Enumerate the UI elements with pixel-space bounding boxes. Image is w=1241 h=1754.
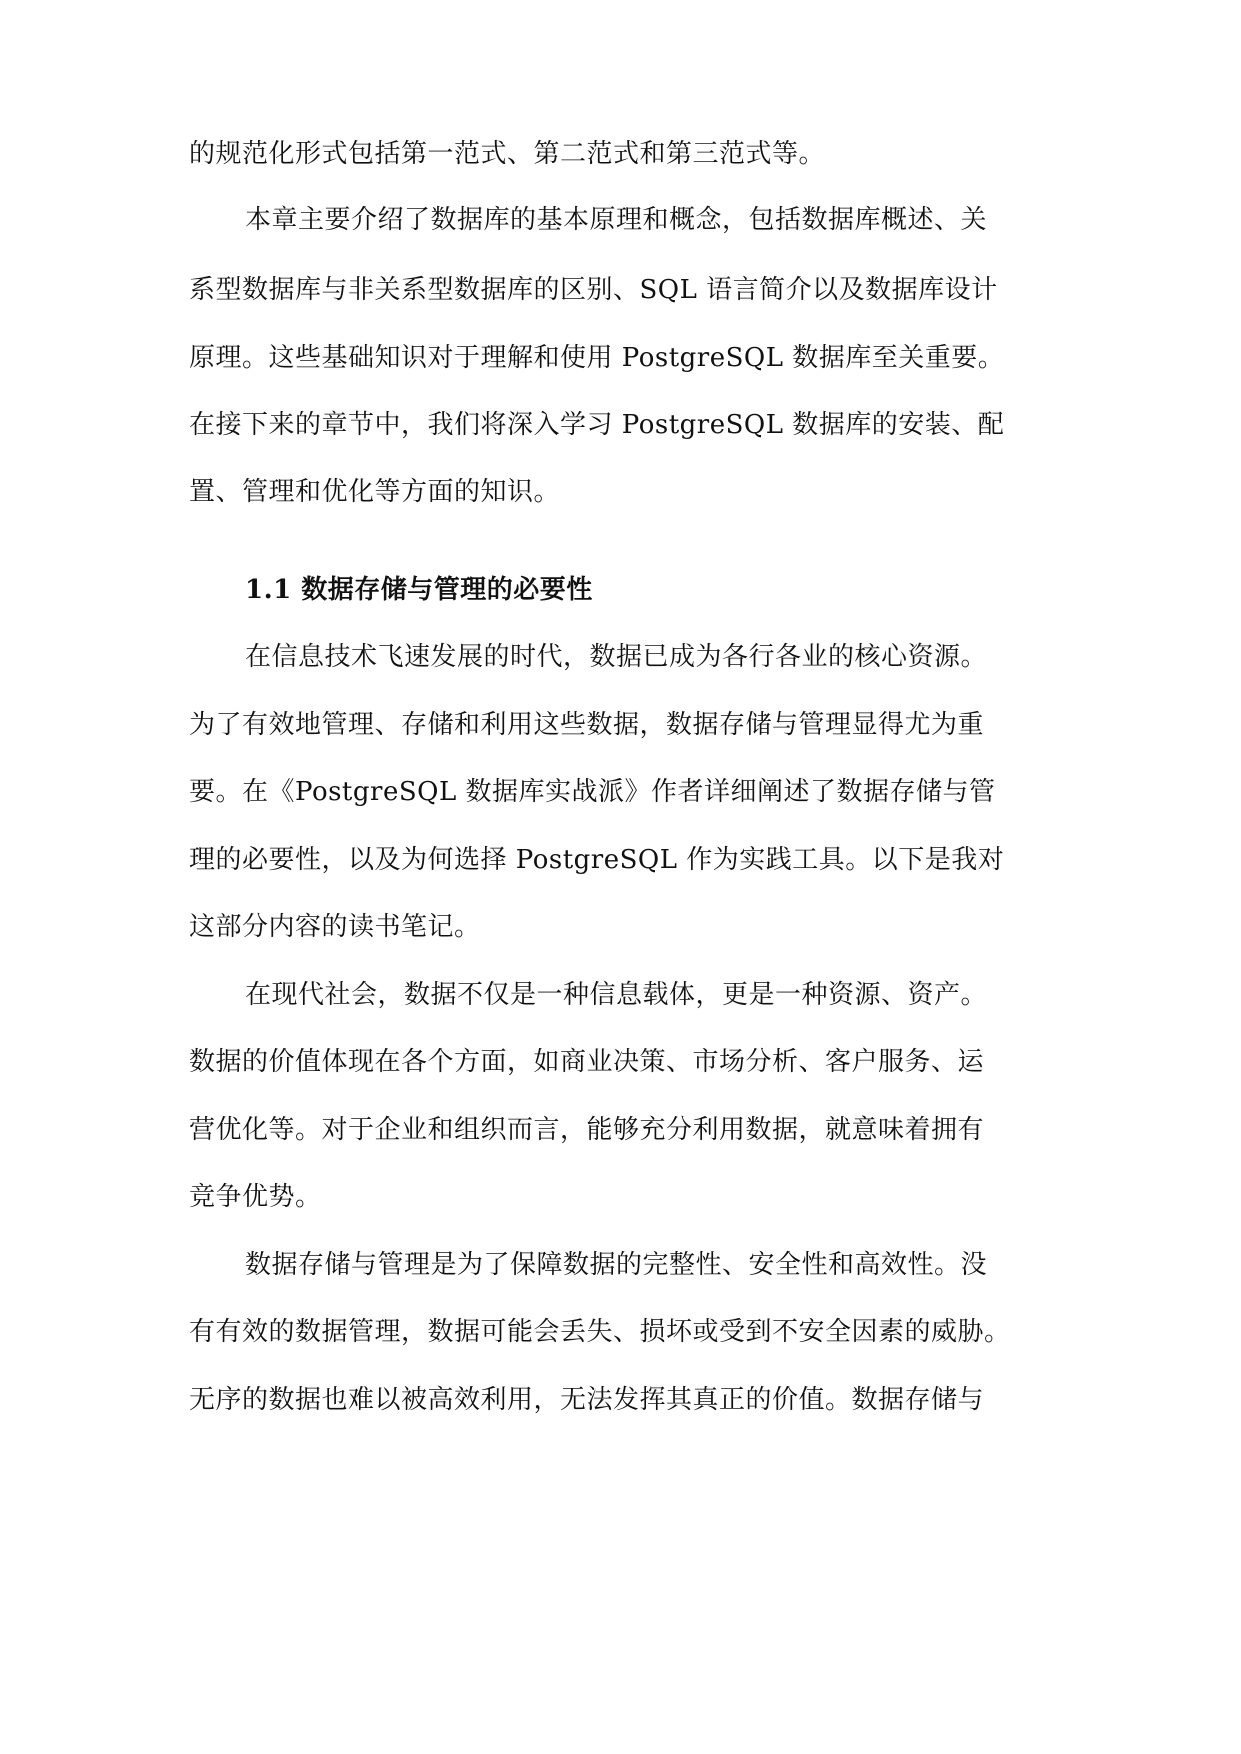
section-heading: 1.1 数据存储与管理的必要性 xyxy=(245,575,593,605)
text-line: 系型数据库与非关系型数据库的区别、SQL 语言简介以及数据库设计 xyxy=(189,275,998,305)
text-line: 这部分内容的读书笔记。 xyxy=(189,912,481,942)
text-line: 原理。这些基础知识对于理解和使用 PostgreSQL 数据库至关重要。 xyxy=(189,343,1005,373)
text-line: 为了有效地管理、存储和利用这些数据，数据存储与管理显得尤为重 xyxy=(189,710,985,740)
text-line: 营优化等。对于企业和组织而言，能够充分利用数据，就意味着拥有 xyxy=(189,1115,985,1145)
text-line: 在信息技术飞速发展的时代，数据已成为各行各业的核心资源。 xyxy=(245,642,988,672)
text-line: 竞争优势。 xyxy=(189,1182,322,1212)
text-line: 理的必要性，以及为何选择 PostgreSQL 作为实践工具。以下是我对 xyxy=(189,845,1005,875)
text-line: 在现代社会，数据不仅是一种信息载体，更是一种资源、资产。 xyxy=(245,980,988,1010)
text-line: 数据存储与管理是为了保障数据的完整性、安全性和高效性。没 xyxy=(245,1250,988,1280)
text-line: 无序的数据也难以被高效利用，无法发挥其真正的价值。数据存储与 xyxy=(189,1385,985,1415)
text-line: 本章主要介绍了数据库的基本原理和概念，包括数据库概述、关 xyxy=(245,205,988,235)
text-line: 数据的价值体现在各个方面，如商业决策、市场分析、客户服务、运 xyxy=(189,1047,985,1077)
text-line: 在接下来的章节中，我们将深入学习 PostgreSQL 数据库的安装、配 xyxy=(189,410,1005,440)
text-line: 置、管理和优化等方面的知识。 xyxy=(189,477,561,507)
text-line: 有有效的数据管理，数据可能会丢失、损坏或受到不安全因素的威胁。 xyxy=(189,1317,1011,1347)
text-line: 要。在《PostgreSQL 数据库实战派》作者详细阐述了数据存储与管 xyxy=(189,777,996,807)
text-line: 的规范化形式包括第一范式、第二范式和第三范式等。 xyxy=(189,139,826,169)
